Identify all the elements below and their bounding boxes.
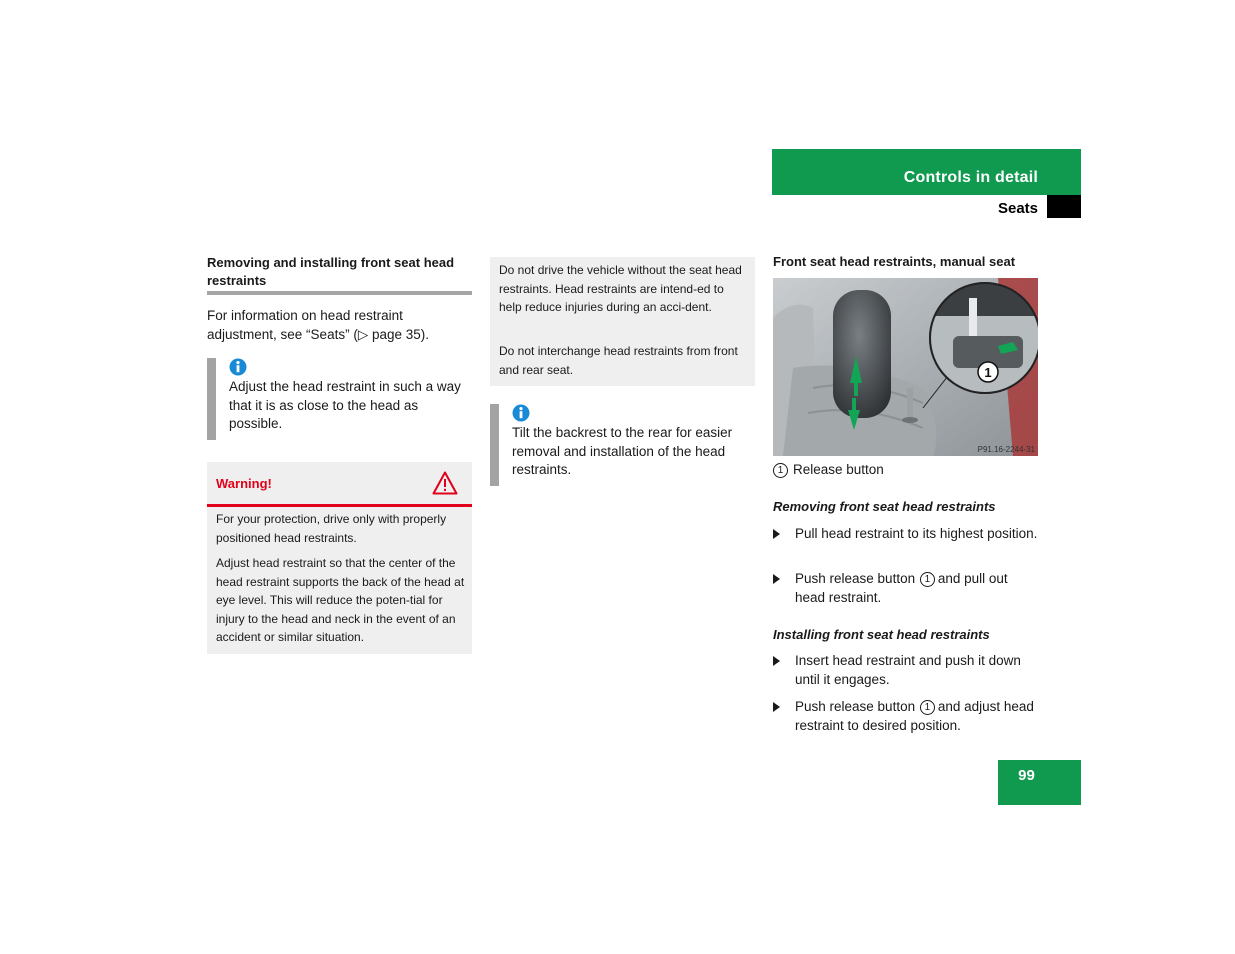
instruction-step [773,525,1038,544]
step-text: Pull head restraint to its highest position. [795,526,1038,541]
instruction-step [773,570,1038,607]
section-heading: Removing and installing front seat head restraints [207,255,455,288]
subheading-installing: Installing front seat head restraints [773,627,990,642]
step-text-part: and adjust head restraint to desired position. [795,699,1034,733]
instruction-step [773,652,1038,689]
step-text: Insert head restraint and push it down until it engages. [795,653,1021,687]
figure-legend [773,462,884,478]
warning-header [207,462,472,507]
step-text [795,698,1038,735]
caution-box [490,257,755,386]
info-icon [512,404,530,422]
step-text-part: Push release button [795,699,916,714]
warning-box [207,462,472,654]
step-arrow-icon [773,529,780,539]
heading-rule [207,291,472,295]
note-bar [490,404,499,486]
info-icon [229,358,247,376]
callout-marker: 1 [920,700,935,715]
callout-marker: 1 [920,572,935,587]
chapter-title: Controls in detail [903,169,1038,186]
subheading-removing: Removing front seat head restraints [773,499,996,514]
caution-paragraph: Do not drive the vehicle without the seat head restraints. Head restraints are intend-ed to help reduce injuries during an acci-dent. [499,263,742,314]
legend-text: Release button [793,462,884,477]
figure-heading: Front seat head restraints, manual seat [773,254,1016,269]
step-text-part: Push release button [795,571,916,586]
step-text-part: and pull out head restraint. [795,571,1008,605]
warning-paragraph: Adjust head restraint so that the center of the head restraint supports the back of the head at eye level. This will reduce the poten-tial for injury to the head and neck in the event of an accident or similar situation. [216,556,465,644]
page-number: 99 [1018,767,1035,784]
callout-number: 1 [984,365,992,380]
warning-title: Warning! [216,476,272,491]
step-arrow-icon [773,574,780,584]
warning-triangle-icon [432,471,458,495]
info-note [490,404,745,486]
info-note-text: Tilt the backrest to the rear for easier removal and installation of the head restraints. [512,425,733,477]
figure-code: P91.16-2244-31 [977,445,1035,454]
info-note [207,358,462,440]
caution-paragraph: Do not interchange head restraints from front and rear seat. [499,344,738,377]
step-arrow-icon [773,656,780,666]
warning-paragraph: For your protection, drive only with properly positioned head restraints. [216,512,447,545]
step-arrow-icon [773,702,780,712]
head-restraint-photo [773,278,1038,456]
callout-marker: 1 [773,463,788,478]
section-title: Seats [997,200,1038,217]
page-number-tab [998,760,1081,805]
info-note-text: Adjust the head restraint in such a way that it is as close to the head as possible. [229,379,461,431]
step-text [795,570,1038,607]
section-marker [1047,195,1081,218]
instruction-step [773,698,1038,735]
note-bar [207,358,216,440]
intro-paragraph: For information on head restraint adjustment, see “Seats” (▷ page 35). [207,308,429,342]
